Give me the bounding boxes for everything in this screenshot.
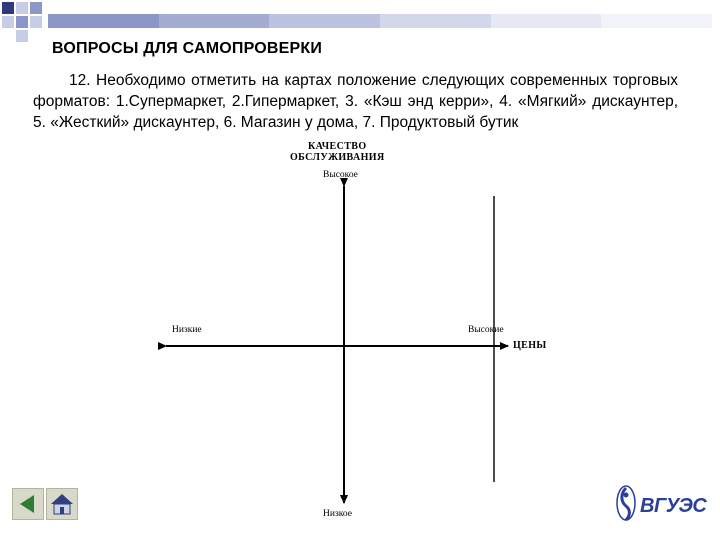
logo-wordmark: ВГУЭС bbox=[640, 495, 707, 517]
logo-emblem-icon bbox=[617, 486, 635, 520]
back-button[interactable] bbox=[12, 488, 44, 520]
y-low-label: Низкое bbox=[323, 509, 352, 519]
x-low-label: Низкие bbox=[172, 325, 202, 335]
y-axis-title bbox=[290, 141, 385, 163]
home-icon bbox=[49, 492, 75, 516]
x-high-label: Высокие bbox=[468, 325, 504, 335]
back-arrow-icon bbox=[16, 492, 40, 516]
header-bar bbox=[48, 14, 712, 28]
slide-title: ВОПРОСЫ ДЛЯ САМОПРОВЕРКИ bbox=[52, 40, 323, 57]
y-axis-title-line2: ОБСЛУЖИВАНИЯ bbox=[290, 152, 385, 163]
task-text: 12. Необходимо отметить на картах положение следующих современных торговых форматов: 1.Супермаркет, 2.Гипермаркет, 3. «Кэш энд керри», 4. «Мягкий» дискаунтер, 5. «Жесткий» дискаунтер, 6. Магазин у дома, 7. Продуктовый бутик bbox=[33, 72, 678, 131]
y-high-label: Высокое bbox=[323, 170, 358, 180]
y-axis-title-line1: КАЧЕСТВО bbox=[308, 141, 367, 152]
university-logo bbox=[612, 482, 712, 524]
home-button[interactable] bbox=[46, 488, 78, 520]
navigation-buttons bbox=[12, 488, 78, 520]
x-axis-title: ЦЕНЫ bbox=[513, 340, 547, 351]
